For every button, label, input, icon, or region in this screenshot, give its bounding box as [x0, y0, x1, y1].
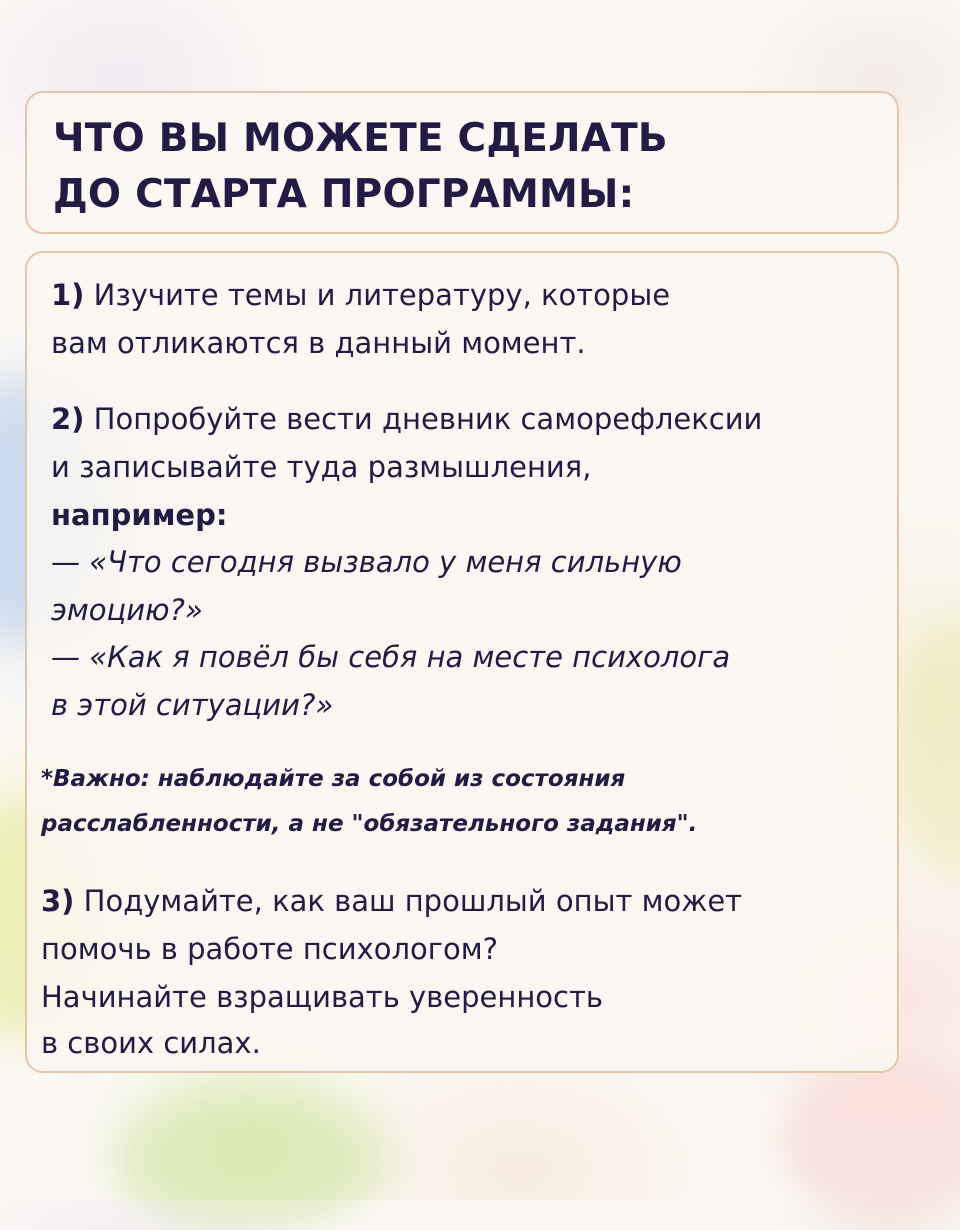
item-1-number: 1) [51, 278, 85, 312]
watercolor-spot-bottom-right [780, 1060, 960, 1220]
item-2-text-1: Попробуйте вести дневник саморефлексии [93, 402, 763, 436]
item-1-text-1: Изучите темы и литературу, которые [93, 278, 671, 312]
item-3-line-3: Начинайте взращивать уверенность [41, 980, 603, 1014]
item-3-number: 3) [41, 884, 75, 918]
important-note-line-1: *Важно: наблюдайте за собой из состояния [41, 766, 626, 792]
item-2-example-label [51, 491, 227, 539]
item-3-line-4: в своих силах. [41, 1026, 261, 1060]
watercolor-spot-right [890, 620, 960, 880]
item-3-line-2: помочь в работе психологом? [41, 932, 499, 966]
page-title-line-2: ДО СТАРТА ПРОГРАММЫ: [53, 172, 635, 217]
item-3-line-1 [41, 877, 742, 925]
content-card [25, 251, 899, 1073]
title-card [25, 91, 899, 234]
watercolor-spot-bottom-left [120, 1090, 380, 1230]
important-note-line-2: расслабленности, а не "обязательного задания". [41, 811, 698, 837]
question-2-line-2: в этой ситуации?» [51, 688, 334, 722]
item-2-number: 2) [51, 402, 85, 436]
question-1-line-2: эмоцию?» [51, 593, 203, 627]
item-1-line-1 [51, 271, 670, 319]
item-2-line-2: и записывайте туда размышления, [51, 450, 592, 484]
question-1-line-1: — «Что сегодня вызвало у меня сильную [51, 545, 682, 579]
question-2-line-1: — «Как я повёл бы себя на месте психолога [51, 640, 731, 674]
item-1-line-2: вам отликаются в данный момент. [51, 326, 586, 360]
example-label-text: например: [51, 498, 228, 532]
page-title-line-1: ЧТО ВЫ МОЖЕТЕ СДЕЛАТЬ [53, 116, 668, 161]
item-3-text-1: Подумайте, как ваш прошлый опыт может [83, 884, 743, 918]
item-2-line-1 [51, 395, 762, 443]
